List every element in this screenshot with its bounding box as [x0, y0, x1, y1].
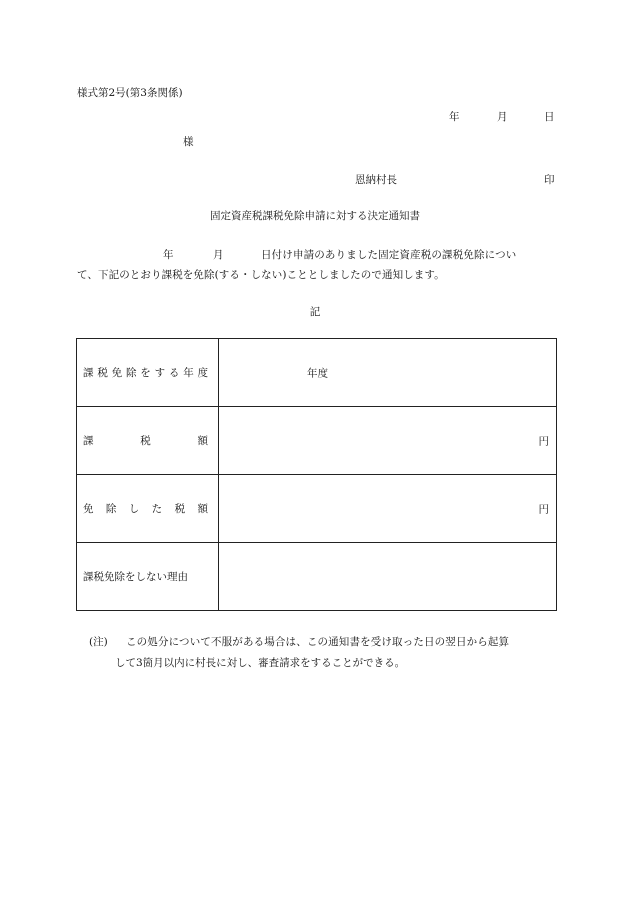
- addressee-suffix: 様: [183, 136, 194, 148]
- reference-month-label: 月: [213, 249, 224, 261]
- row-value: [219, 475, 557, 543]
- reference-year-label: 年: [163, 249, 174, 261]
- ki-heading: 記: [309, 306, 321, 318]
- row-label: [77, 475, 219, 543]
- table-row: [77, 543, 557, 611]
- row-value: [219, 543, 557, 611]
- date-day-label: 日: [544, 111, 555, 123]
- table-row: [77, 407, 557, 475]
- row-label: [77, 407, 219, 475]
- label-char: す: [154, 367, 166, 379]
- unit-label: 円: [538, 435, 549, 447]
- body-text-line1: 日付け申請のありました固定資産税の課税免除につい: [261, 249, 517, 261]
- note-text-line2: して3箇月以内に村長に対し、審査請求をすることができる。: [115, 657, 406, 669]
- row-label: [77, 339, 219, 407]
- body-paragraph-line1: [0, 247, 630, 263]
- row-value: [219, 407, 557, 475]
- label-text: 課税免除をしない理由: [83, 571, 188, 583]
- note-text-line1: この処分について不服がある場合は、この通知書を受け取った日の翌日から起算: [126, 636, 510, 648]
- label-char: 課: [83, 435, 94, 447]
- label-char: し: [128, 503, 140, 515]
- label-char: を: [140, 367, 151, 379]
- label-char: 年: [183, 367, 194, 379]
- date-month-label: 月: [497, 111, 508, 123]
- unit-label: 円: [538, 503, 549, 515]
- document-title: 固定資産税課税免除申請に対する決定通知書: [210, 210, 420, 222]
- note-label: (注): [89, 636, 108, 648]
- row-value: [219, 339, 557, 407]
- label-char: た: [151, 503, 163, 515]
- label-char: 額: [197, 503, 208, 515]
- body-text-line2: て、下記のとおり課税を免除(する・しない)こととしましたので通知します。: [77, 269, 445, 281]
- table-row: [77, 475, 557, 543]
- label-char: 税: [174, 503, 186, 515]
- label-char: 税: [140, 435, 151, 447]
- seal-mark: 印: [544, 174, 555, 186]
- form-number: 様式第2号(第3条関係): [77, 87, 183, 99]
- issue-date: [0, 109, 630, 125]
- label-char: 除: [105, 503, 117, 515]
- label-char: 課: [83, 367, 94, 379]
- date-year-label: 年: [449, 111, 460, 123]
- label-char: 税: [97, 367, 108, 379]
- label-char: 除: [125, 367, 137, 379]
- label-char: 免: [111, 367, 123, 379]
- detail-table: [76, 338, 557, 611]
- label-char: 度: [197, 367, 208, 379]
- label-char: る: [168, 367, 180, 379]
- issuer-name: 恩納村長: [355, 174, 397, 186]
- label-char: 免: [83, 503, 94, 515]
- table-row: [77, 339, 557, 407]
- unit-label: 年度: [307, 367, 328, 379]
- label-char: 額: [197, 435, 208, 447]
- row-label: [77, 543, 219, 611]
